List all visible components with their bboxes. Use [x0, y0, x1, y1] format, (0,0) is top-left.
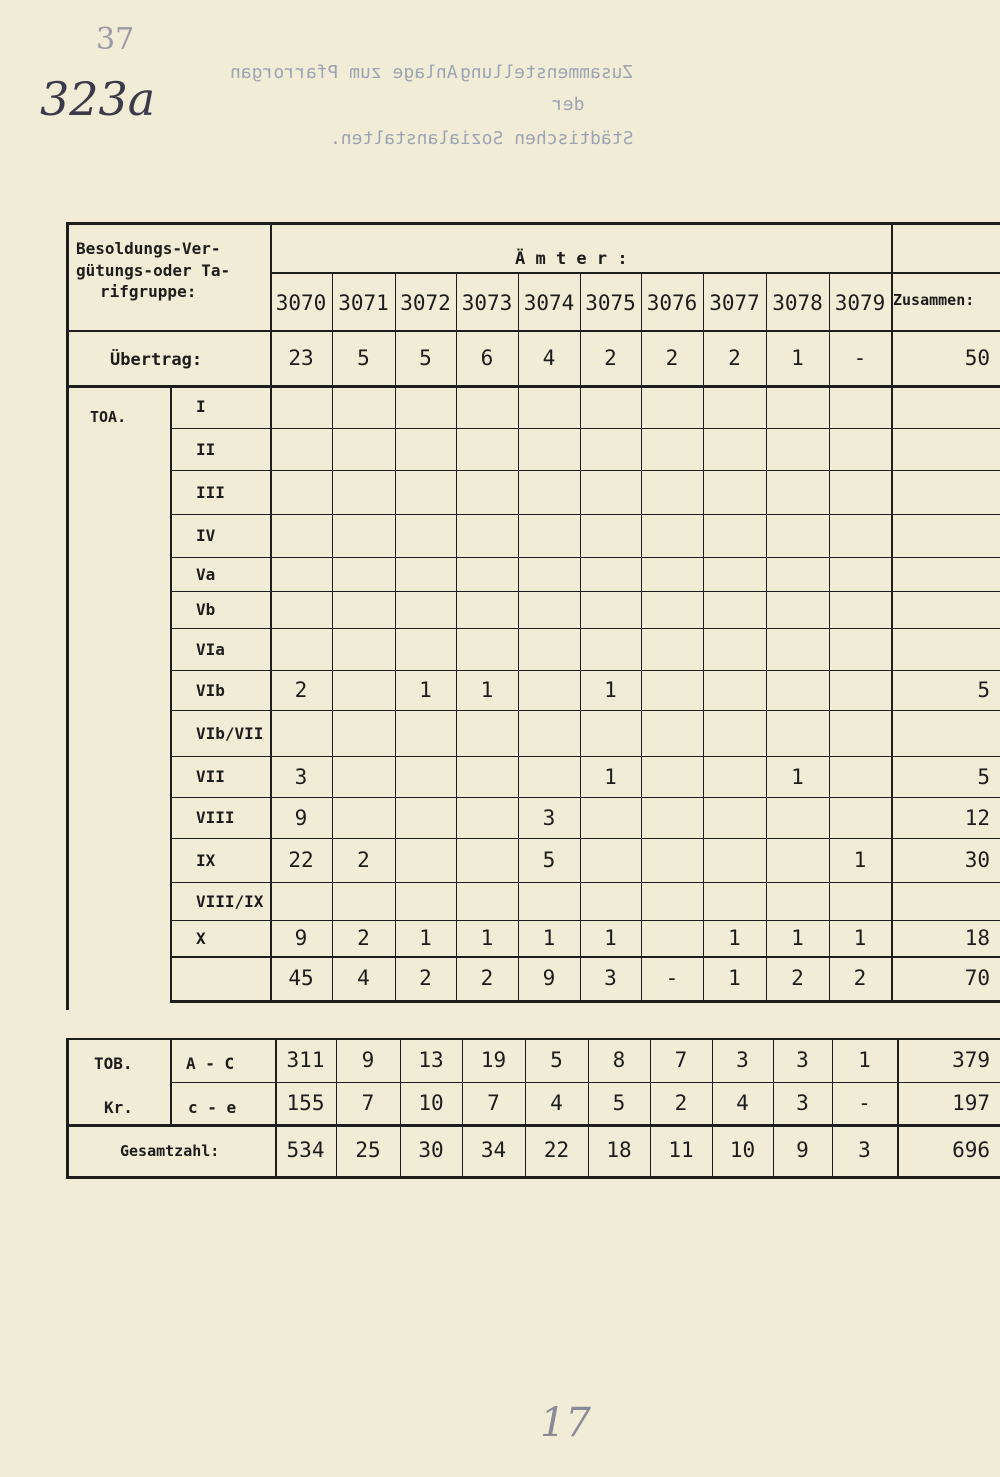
toa-cell — [332, 591, 395, 628]
amt-code-3071: 3071 — [338, 291, 389, 315]
toa-cell — [332, 385, 395, 428]
toa-cell — [580, 838, 641, 882]
kr-range: c - e — [188, 1098, 237, 1117]
toa-cell: 1 — [419, 678, 432, 702]
toa-group-VIb/VII: VIb/VII — [196, 723, 264, 743]
toa-cell — [518, 710, 580, 756]
kr-cell: 4 — [550, 1091, 563, 1115]
toa-cell — [332, 670, 395, 710]
toa-cell — [395, 428, 456, 470]
toa-cell — [456, 628, 518, 670]
toa-cell: 2 — [357, 926, 370, 950]
toa-cell — [641, 920, 703, 956]
toa-cell — [580, 591, 641, 628]
toa-cell — [703, 591, 766, 628]
uebertrag-value: 2 — [728, 345, 741, 370]
group-header-line-2: gütungs-oder Ta- — [76, 260, 231, 280]
kr-label: Kr. — [104, 1098, 133, 1117]
toa-cell — [641, 710, 703, 756]
toa-cell — [641, 670, 703, 710]
bleed-side-text: Anlage zum Pfarrorgan — [230, 62, 458, 83]
uebertrag-label: Übertrag: — [110, 350, 203, 370]
gesamt-total: 696 — [952, 1138, 990, 1162]
toa-cell — [270, 470, 332, 514]
tob-cell: 3 — [796, 1048, 809, 1072]
toa-cell — [395, 628, 456, 670]
toa-subtotal-bottom — [170, 1000, 1000, 1003]
toa-cell — [395, 882, 456, 920]
toa-cell: 1 — [480, 926, 494, 950]
gesamt-cell: 34 — [480, 1138, 507, 1162]
toa-cell — [270, 557, 332, 591]
toa-cell — [580, 557, 641, 591]
toa-cell — [641, 628, 703, 670]
toa-row-total: 5 — [977, 764, 990, 789]
table-top-border — [66, 222, 1000, 225]
uebertrag-value: 2 — [665, 345, 679, 370]
toa-cell: 22 — [288, 848, 314, 872]
toa-cell: 1 — [604, 764, 617, 789]
toa-cell — [580, 797, 641, 838]
toa-cell — [766, 838, 829, 882]
toa-group-VIII/IX: VIII/IX — [196, 891, 264, 911]
table-left-border — [66, 222, 69, 1010]
kr-cell: 7 — [361, 1091, 375, 1115]
kr-cell: 5 — [612, 1091, 626, 1115]
toa-cell — [456, 514, 518, 557]
toa-subtotal-cell: 2 — [480, 966, 494, 990]
amt-code-3075: 3075 — [585, 291, 636, 315]
toa-cell — [641, 385, 703, 428]
toa-subtotal-cell: 3 — [604, 966, 617, 990]
toa-group-III: III — [196, 482, 225, 502]
toa-cell — [641, 591, 703, 628]
lower-left-border — [66, 1038, 69, 1176]
toa-row-total — [891, 428, 990, 470]
toa-cell — [703, 797, 766, 838]
amt-code-3074: 3074 — [523, 291, 575, 315]
toa-group-VIa: VIa — [196, 639, 225, 659]
toa-cell — [456, 557, 518, 591]
kr-cell: 7 — [487, 1091, 500, 1115]
toa-cell — [766, 428, 829, 470]
toa-cell — [456, 882, 518, 920]
toa-cell: 1 — [853, 926, 867, 950]
toa-cell — [766, 591, 829, 628]
toa-cell — [395, 514, 456, 557]
toa-cell — [518, 385, 580, 428]
kr-cell: 155 — [286, 1091, 325, 1115]
toa-subtotal-cell: 4 — [357, 966, 370, 990]
toa-cell — [395, 591, 456, 628]
toa-cell — [703, 470, 766, 514]
tob-cell: 311 — [286, 1048, 325, 1072]
toa-row-total — [891, 710, 990, 756]
toa-cell — [829, 514, 891, 557]
group-header — [76, 238, 266, 303]
toa-cell — [518, 670, 580, 710]
toa-cell — [518, 557, 580, 591]
amt-code-3078: 3078 — [772, 291, 823, 315]
toa-cell — [580, 628, 641, 670]
gesamt-cell: 25 — [355, 1138, 381, 1162]
toa-cell: 2 — [294, 678, 308, 702]
gesamt-cell: 22 — [543, 1138, 570, 1162]
toa-cell — [580, 514, 641, 557]
toa-group-VIII: VIII — [196, 808, 235, 827]
toa-cell — [829, 428, 891, 470]
tob-cell: 9 — [361, 1048, 375, 1072]
toa-group-IV: IV — [196, 526, 216, 545]
toa-cell — [332, 628, 395, 670]
uebertrag-value: - — [853, 345, 867, 370]
toa-cell — [580, 428, 641, 470]
toa-subtotal-cell: 9 — [542, 966, 556, 990]
tob-cell: 8 — [612, 1048, 626, 1072]
toa-cell — [641, 838, 703, 882]
toa-group-Va: Va — [196, 564, 216, 584]
toa-cell — [829, 670, 891, 710]
toa-cell — [270, 514, 332, 557]
tob-cell: 5 — [550, 1048, 563, 1072]
kr-total: 197 — [952, 1091, 990, 1115]
toa-group-rule — [170, 385, 172, 1000]
toa-cell — [641, 882, 703, 920]
toa-cell — [703, 628, 766, 670]
toa-cell — [456, 428, 518, 470]
toa-group-IX: IX — [196, 850, 216, 870]
bleed-title-line-1: Zusammenstellung — [460, 62, 634, 83]
toa-cell: 1 — [853, 848, 867, 872]
archive-number: 323a — [40, 72, 156, 126]
toa-subtotal-cell: 1 — [728, 966, 741, 990]
amt-code-3076: 3076 — [646, 291, 698, 315]
toa-cell — [395, 838, 456, 882]
tob-cell: 13 — [418, 1048, 444, 1072]
uebertrag-value: 5 — [357, 345, 370, 370]
kr-cell: 3 — [796, 1091, 809, 1115]
tob-range: A - C — [186, 1054, 235, 1073]
bottom-handwritten-number: 17 — [540, 1400, 591, 1446]
amt-code-3077: 3077 — [709, 291, 760, 315]
toa-cell — [332, 882, 395, 920]
amt-code-3079: 3079 — [834, 291, 886, 315]
toa-cell: 1 — [728, 926, 741, 950]
toa-cell: 1 — [791, 764, 804, 789]
toa-row-total: 30 — [964, 848, 990, 872]
uebertrag-value: 6 — [480, 345, 494, 370]
toa-cell — [332, 470, 395, 514]
toa-cell — [829, 882, 891, 920]
toa-cell — [580, 385, 641, 428]
toa-cell — [766, 670, 829, 710]
total-header: Zusammen: — [893, 291, 975, 309]
toa-cell — [332, 428, 395, 470]
gesamt-cell: 30 — [418, 1138, 444, 1162]
toa-cell — [829, 710, 891, 756]
amt-code-3072: 3072 — [400, 291, 451, 315]
toa-cell — [641, 557, 703, 591]
toa-cell — [703, 670, 766, 710]
toa-cell — [766, 470, 829, 514]
uebertrag-value: 23 — [288, 345, 314, 370]
toa-cell: 1 — [480, 678, 494, 702]
toa-cell — [829, 591, 891, 628]
toa-cell — [703, 882, 766, 920]
toa-row-total — [891, 591, 990, 628]
toa-cell: 5 — [542, 848, 556, 872]
toa-row-total: 12 — [964, 805, 990, 830]
tob-cell: 3 — [736, 1048, 749, 1072]
toa-cell — [641, 797, 703, 838]
toa-row-total: 5 — [977, 678, 990, 702]
group-header-line-1: Besoldungs-Ver- — [76, 239, 221, 258]
bleed-title-line-2: der — [552, 94, 585, 115]
toa-cell — [456, 756, 518, 797]
toa-cell — [518, 428, 580, 470]
tob-cell: 19 — [480, 1048, 507, 1072]
toa-cell — [518, 628, 580, 670]
uebertrag-value: 2 — [604, 345, 617, 370]
toa-cell — [703, 710, 766, 756]
toa-cell — [766, 628, 829, 670]
toa-subtotal-cell: - — [665, 966, 679, 990]
toa-cell — [395, 385, 456, 428]
kr-cell: 4 — [736, 1091, 749, 1115]
toa-subtotal-cell: 2 — [853, 966, 867, 990]
toa-cell — [829, 557, 891, 591]
toa-cell: 9 — [294, 926, 308, 950]
toa-cell — [703, 428, 766, 470]
gesamt-cell: 9 — [796, 1138, 809, 1162]
toa-cell — [641, 470, 703, 514]
toa-cell — [518, 514, 580, 557]
gesamt-cell: 11 — [668, 1138, 694, 1162]
toa-cell: 3 — [542, 805, 556, 830]
toa-cell — [332, 797, 395, 838]
toa-cell — [829, 385, 891, 428]
amt-code-3073: 3073 — [461, 291, 513, 315]
toa-cell: 1 — [791, 926, 804, 950]
toa-cell — [270, 628, 332, 670]
toa-row-total — [891, 514, 990, 557]
uebertrag-value: 4 — [542, 345, 556, 370]
toa-cell — [766, 514, 829, 557]
toa-cell — [766, 557, 829, 591]
toa-group-I: I — [196, 397, 206, 416]
toa-cell — [456, 591, 518, 628]
toa-cell — [766, 385, 829, 428]
toa-cell — [332, 514, 395, 557]
kr-cell: 10 — [418, 1091, 444, 1115]
toa-group-VII: VII — [196, 767, 225, 786]
toa-cell — [518, 882, 580, 920]
toa-cell — [518, 591, 580, 628]
toa-row-total — [891, 385, 990, 428]
toa-group-Vb: Vb — [196, 600, 216, 619]
toa-cell — [270, 591, 332, 628]
toa-cell — [766, 710, 829, 756]
toa-cell — [270, 428, 332, 470]
toa-cell — [270, 710, 332, 756]
gesamt-label: Gesamtzahl: — [120, 1142, 220, 1160]
toa-cell — [395, 756, 456, 797]
gesamt-cell: 10 — [729, 1138, 756, 1162]
toa-cell — [703, 756, 766, 797]
toa-cell — [641, 514, 703, 557]
toa-cell — [703, 557, 766, 591]
uebertrag-value: 5 — [419, 345, 432, 370]
gesamt-cell: 18 — [606, 1138, 632, 1162]
toa-cell — [829, 470, 891, 514]
toa-label: TOA. — [90, 408, 127, 426]
tob-cell: 7 — [674, 1048, 688, 1072]
toa-cell — [703, 385, 766, 428]
toa-cell — [395, 797, 456, 838]
toa-cell — [518, 470, 580, 514]
toa-subtotal-cell: 45 — [288, 966, 314, 990]
toa-cell — [395, 710, 456, 756]
toa-cell — [395, 557, 456, 591]
toa-row-total — [891, 628, 990, 670]
toa-cell — [641, 428, 703, 470]
toa-cell — [270, 882, 332, 920]
toa-cell — [332, 710, 395, 756]
gesamt-bottom-rule — [66, 1176, 1000, 1179]
toa-cell — [580, 470, 641, 514]
toa-cell: 9 — [294, 805, 308, 830]
gesamt-cell: 3 — [858, 1138, 871, 1162]
group-header-line-3: rifgruppe: — [100, 282, 197, 302]
toa-cell — [518, 756, 580, 797]
toa-subtotal-cell: 2 — [791, 966, 804, 990]
uebertrag-total: 50 — [964, 345, 990, 370]
toa-row-total: 18 — [964, 926, 990, 950]
amt-code-3070: 3070 — [275, 291, 327, 315]
toa-cell: 3 — [294, 764, 308, 789]
toa-cell: 1 — [542, 926, 556, 950]
toa-row-total — [891, 882, 990, 920]
toa-cell — [332, 557, 395, 591]
toa-row-total — [891, 557, 990, 591]
bleed-title-line-3: Städtischen Sozialanstalten. — [330, 128, 634, 149]
toa-cell — [766, 797, 829, 838]
uebertrag-value: 1 — [791, 345, 804, 370]
toa-cell — [456, 385, 518, 428]
toa-cell — [580, 882, 641, 920]
toa-row-total — [891, 470, 990, 514]
toa-group-X: X — [196, 928, 206, 948]
toa-cell — [829, 628, 891, 670]
toa-cell — [766, 882, 829, 920]
page-mark-top: 37 — [96, 22, 135, 57]
toa-cell — [641, 756, 703, 797]
toa-cell: 1 — [419, 926, 432, 950]
toa-cell — [456, 797, 518, 838]
gesamt-cell: 534 — [286, 1138, 325, 1162]
toa-cell — [456, 470, 518, 514]
toa-cell — [703, 838, 766, 882]
aemter-header: Ä m t e r : — [515, 249, 628, 269]
toa-group-VIb: VIb — [196, 680, 225, 700]
toa-subtotal-total: 70 — [964, 966, 990, 990]
lower-group-rule — [170, 1038, 172, 1124]
toa-cell — [703, 514, 766, 557]
toa-group-II: II — [196, 439, 216, 459]
toa-cell — [456, 838, 518, 882]
toa-cell — [395, 470, 456, 514]
toa-cell: 2 — [357, 848, 370, 872]
toa-cell — [580, 710, 641, 756]
toa-subtotal-cell: 2 — [419, 966, 432, 990]
tob-label: TOB. — [94, 1054, 133, 1073]
toa-cell — [829, 756, 891, 797]
tob-cell: 1 — [858, 1048, 871, 1072]
toa-cell — [270, 385, 332, 428]
tob-total: 379 — [952, 1048, 990, 1072]
toa-cell: 1 — [604, 926, 617, 950]
kr-cell: 2 — [674, 1091, 688, 1115]
toa-cell — [829, 797, 891, 838]
toa-cell — [332, 756, 395, 797]
kr-cell: - — [858, 1091, 871, 1115]
toa-cell — [456, 710, 518, 756]
toa-cell: 1 — [604, 678, 617, 702]
